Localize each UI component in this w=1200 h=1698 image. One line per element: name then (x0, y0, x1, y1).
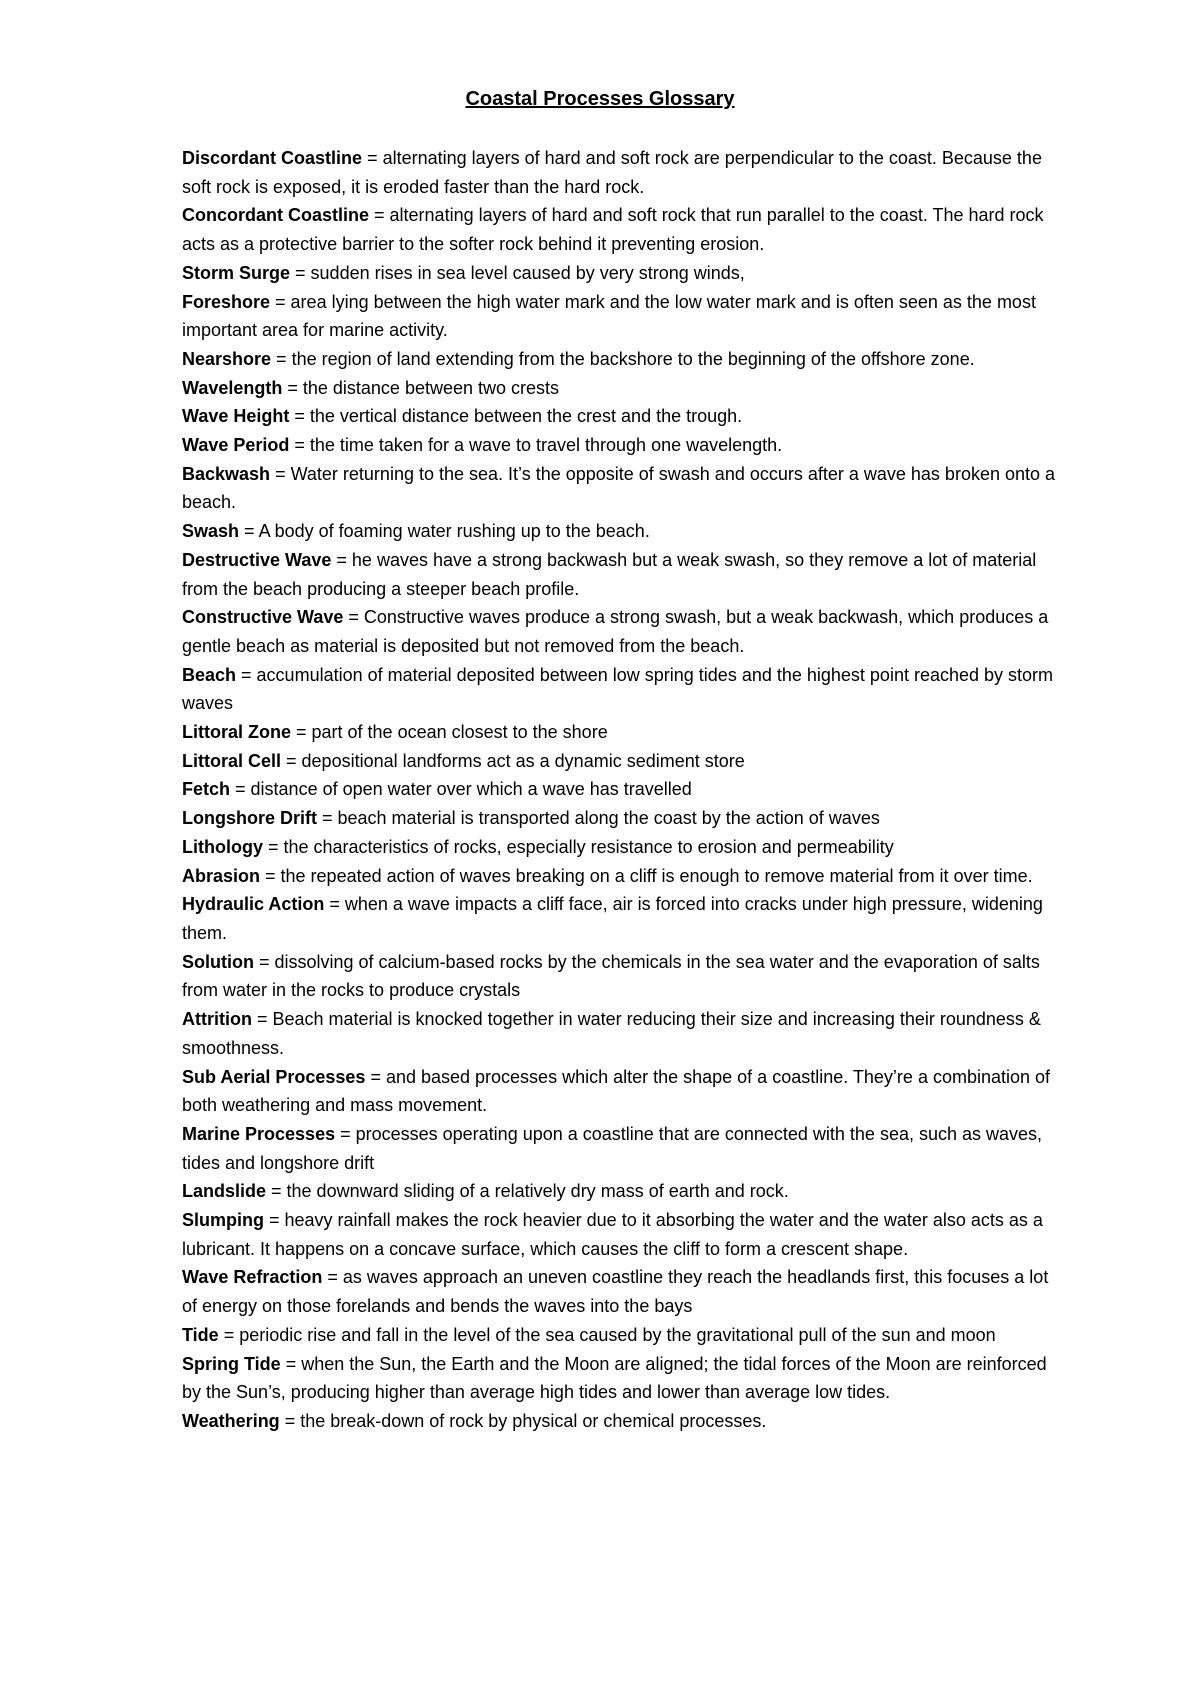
glossary-term: Beach (182, 664, 237, 685)
glossary-definition: Beach material is knocked together in water reducing their size and increasing their roundness & smoothness. (182, 1009, 1041, 1058)
glossary-term: Lithology (182, 836, 263, 857)
glossary-definition: the vertical distance between the crest and the trough. (309, 406, 743, 427)
glossary-definition: heavy rainfall makes the rock heavier due to it absorbing the water and the water also acts as a lubricant. It happens on a concave surface, which causes the cliff to form a crescent shape. (182, 1210, 1043, 1259)
glossary-entry (182, 517, 1062, 546)
term-separator: = (282, 377, 303, 398)
glossary-entry (182, 747, 1062, 776)
glossary-entry (182, 718, 1062, 747)
glossary-entry (182, 1350, 1062, 1407)
glossary-term: Constructive Wave (182, 607, 344, 628)
term-separator: = (264, 1210, 285, 1231)
term-separator: = (290, 262, 311, 283)
glossary-term: Attrition (182, 1009, 252, 1030)
term-separator: = (279, 1410, 301, 1431)
glossary-term: Discordant Coastline (182, 148, 363, 168)
glossary-entry (182, 603, 1062, 660)
glossary-definition: area lying between the high water mark and the low water mark and is often seen as the most important area for marine activity. (182, 291, 1036, 341)
glossary-term: Backwash (182, 463, 271, 484)
glossary-term: Wave Height (182, 406, 290, 427)
glossary-entry (182, 345, 1062, 374)
glossary-definition: the repeated action of waves breaking on a cliff is enough to remove material from it over time. (280, 865, 1033, 886)
glossary-term: Wave Refraction (182, 1267, 323, 1288)
glossary-term: Fetch (182, 779, 231, 800)
term-separator: = (280, 1353, 302, 1374)
glossary-entry (182, 1177, 1062, 1206)
glossary-entry (182, 288, 1062, 345)
term-separator: = (335, 1123, 356, 1144)
term-separator: = (251, 1009, 273, 1030)
glossary-definition: Constructive waves produce a strong swash, but a weak backwash, which produces a gentle beach as material is deposited but not removed from the beach. (182, 607, 1049, 656)
glossary-definition: distance of open water over which a wave has travelled (250, 779, 692, 800)
term-separator: = (218, 1324, 240, 1345)
glossary-entry (182, 890, 1062, 947)
glossary-term: Destructive Wave (182, 549, 332, 570)
glossary-entry (182, 833, 1062, 862)
glossary-definition: and based processes which alter the shape of a coastline. They’re a combination of both weathering and mass movement. (182, 1066, 1051, 1116)
glossary-term: Marine Processes (182, 1123, 336, 1144)
glossary-definition: beach material is transported along the coast by the action of waves (337, 808, 880, 829)
glossary-definition: alternating layers of hard and soft rock that run parallel to the coast. The hard rock acts as a protective barrier to the softer rock behind it preventing erosion. (182, 205, 1044, 255)
glossary-term: Concordant Coastline (182, 205, 370, 226)
glossary-entry (182, 948, 1062, 1005)
glossary-entry (182, 1206, 1062, 1263)
glossary-definition: part of the ocean closest to the shore (311, 722, 608, 743)
glossary-term: Longshore Drift (182, 808, 317, 829)
glossary-entry (182, 804, 1062, 833)
term-separator: = (369, 205, 390, 226)
glossary-definition: the characteristics of rocks, especially resistance to erosion and permeability (283, 836, 894, 857)
glossary-definition: accumulation of material deposited between low spring tides and the highest point reached by storm waves (182, 664, 1054, 714)
term-separator: = (324, 894, 345, 915)
glossary-term: Wavelength (182, 377, 283, 398)
glossary-definition: depositional landforms act as a dynamic sediment store (301, 750, 745, 771)
glossary-term: Littoral Cell (182, 750, 282, 771)
glossary-definition: when the Sun, the Earth and the Moon are aligned; the tidal forces of the Moon are reinforced by the Sun’s, producing higher than average high tides and lower than average low tides. (182, 1353, 1047, 1403)
glossary-entry (182, 431, 1062, 460)
glossary-entry (182, 546, 1062, 603)
term-separator: = (230, 779, 251, 800)
term-separator: = (239, 521, 259, 542)
glossary-entry (182, 1321, 1062, 1350)
term-separator: = (262, 836, 284, 857)
glossary-entry (182, 460, 1062, 517)
term-separator: = (260, 865, 281, 886)
term-separator: = (365, 1066, 386, 1087)
glossary-entry (182, 1263, 1062, 1320)
glossary-definition: he waves have a strong backwash but a weak swash, so they remove a lot of material from the beach producing a steeper beach profile. (182, 549, 1037, 599)
glossary-entry (182, 144, 1062, 201)
glossary-term: Foreshore (182, 291, 271, 312)
glossary-definition: dissolving of calcium-based rocks by the chemicals in the sea water and the evaporation of salts from water in the rocks to produce crystals (182, 951, 1040, 1001)
glossary-definition: when a wave impacts a cliff face, air is forced into cracks under high pressure, widening them. (182, 894, 1043, 943)
glossary-entry (182, 1120, 1062, 1177)
term-separator: = (270, 291, 291, 312)
glossary-entry (182, 402, 1062, 431)
glossary-term: Hydraulic Action (182, 894, 325, 915)
glossary-entry (182, 1063, 1062, 1120)
glossary-entry (182, 1005, 1062, 1062)
glossary-term: Wave Period (182, 435, 290, 456)
glossary-term: Solution (182, 951, 254, 972)
term-separator: = (266, 1181, 287, 1202)
glossary-entry (182, 1407, 1062, 1436)
term-separator: = (362, 148, 383, 168)
glossary-term: Swash (182, 521, 240, 542)
term-separator: = (289, 435, 310, 456)
glossary-entry (182, 775, 1062, 804)
glossary-entry (182, 661, 1062, 718)
glossary-term: Tide (182, 1324, 219, 1345)
term-separator: = (271, 348, 292, 369)
glossary-term: Storm Surge (182, 262, 291, 283)
glossary-term: Abrasion (182, 865, 261, 886)
glossary-list (182, 144, 1062, 1436)
glossary-definition: the distance between two crests (302, 377, 560, 398)
glossary-definition: periodic rise and fall in the level of the sea caused by the gravitational pull of the sun and moon (239, 1324, 996, 1345)
glossary-term: Landslide (182, 1181, 267, 1202)
glossary-definition: sudden rises in sea level caused by very strong winds, (310, 262, 745, 283)
term-separator: = (343, 607, 364, 628)
glossary-definition: as waves approach an uneven coastline they reach the headlands first, this focuses a lot of energy on those forelands and bends the waves into the bays (182, 1267, 1049, 1317)
term-separator: = (289, 406, 310, 427)
term-separator: = (236, 664, 257, 685)
glossary-entry (182, 862, 1062, 891)
glossary-entry (182, 259, 1062, 288)
term-separator: = (253, 951, 275, 972)
term-separator: = (322, 1267, 343, 1288)
glossary-entry (182, 374, 1062, 403)
term-separator: = (331, 549, 352, 570)
term-separator: = (291, 722, 312, 743)
term-separator: = (317, 808, 338, 829)
glossary-definition: the time taken for a wave to travel through one wavelength. (309, 435, 783, 456)
glossary-definition: the region of land extending from the backshore to the beginning of the offshore zone. (291, 348, 975, 369)
glossary-definition: Water returning to the sea. It’s the opposite of swash and occurs after a wave has broken onto a beach. (182, 463, 1056, 513)
term-separator: = (281, 750, 302, 771)
glossary-definition: the break-down of rock by physical or chemical processes. (300, 1410, 767, 1431)
glossary-term: Spring Tide (182, 1353, 281, 1374)
glossary-definition: alternating layers of hard and soft rock are perpendicular to the coast. Because the soft rock is exposed, it is eroded faster than the hard rock. (182, 148, 1042, 197)
glossary-term: Sub Aerial Processes (182, 1066, 366, 1087)
glossary-definition: the downward sliding of a relatively dry mass of earth and rock. (286, 1181, 789, 1202)
glossary-term: Littoral Zone (182, 722, 291, 743)
term-separator: = (270, 463, 291, 484)
glossary-term: Nearshore (182, 348, 272, 369)
glossary-term: Slumping (182, 1210, 264, 1231)
glossary-definition: A body of foaming water rushing up to the beach. (258, 521, 650, 542)
page-title: Coastal Processes Glossary (465, 88, 735, 110)
glossary-term: Weathering (182, 1410, 280, 1431)
glossary-definition: processes operating upon a coastline that are connected with the sea, such as waves, tides and longshore drift (182, 1123, 1043, 1173)
glossary-entry (182, 201, 1062, 258)
